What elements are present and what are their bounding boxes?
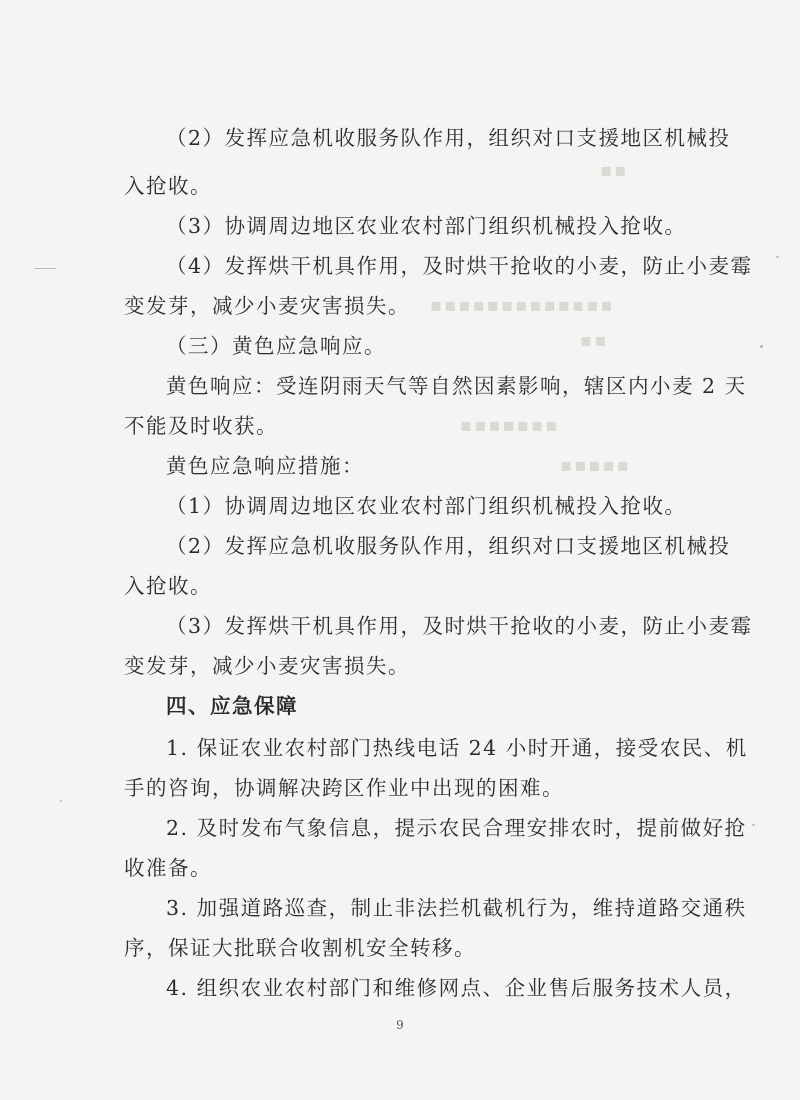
- text-line: 变发芽，减少小麦灾害损失。: [124, 294, 410, 318]
- scan-speck: [776, 256, 779, 258]
- scan-speck: [34, 268, 56, 269]
- text-line: （4）发挥烘干机具作用，及时烘干抢收的小麦，防止小麦霉: [166, 254, 753, 278]
- text-line: 入抢收。: [124, 174, 212, 198]
- bleed-through-mark: ▪▪▪▪▪▪▪▪▪▪▪▪▪: [430, 295, 615, 316]
- text-line: 序，保证大批联合收割机安全转移。: [124, 936, 476, 960]
- text-line: 不能及时收获。: [124, 414, 278, 438]
- scan-speck: [60, 800, 62, 802]
- text-line: （3）协调周边地区农业农村部门组织机械投入抢收。: [166, 214, 687, 238]
- bleed-through-mark: ▪▪: [600, 160, 629, 181]
- section-heading: （三）黄色应急响应。: [166, 334, 386, 358]
- text-line: 手的咨询，协调解决跨区作业中出现的困难。: [124, 776, 564, 800]
- text-line: 4. 组织农业农村部门和维修网点、企业售后服务技术人员，: [166, 976, 747, 1000]
- text-line: （1）协调周边地区农业农村部门组织机械投入抢收。: [166, 494, 687, 518]
- scan-speck: [752, 824, 755, 826]
- text-line: 3. 加强道路巡查，制止非法拦机截机行为，维持道路交通秩: [166, 896, 747, 920]
- text-line: 变发芽，减少小麦灾害损失。: [124, 654, 410, 678]
- text-line: （3）发挥烘干机具作用，及时烘干抢收的小麦，防止小麦霉: [166, 614, 753, 638]
- text-line: 1. 保证农业农村部门热线电话 24 小时开通，接受农民、机: [166, 736, 748, 760]
- text-line: （2）发挥应急机收服务队作用，组织对口支援地区机械投: [166, 126, 731, 150]
- bleed-through-mark: ▪▪: [580, 330, 609, 351]
- text-line: （2）发挥应急机收服务队作用，组织对口支援地区机械投: [166, 534, 731, 558]
- text-line: 黄色响应：受连阴雨天气等自然因素影响，辖区内小麦 2 天: [166, 374, 747, 398]
- section-heading: 四、应急保障: [166, 694, 298, 718]
- text-line: 收准备。: [124, 856, 212, 880]
- bleed-through-mark: ▪▪▪▪▪▪▪: [460, 415, 560, 436]
- page-number: 9: [396, 1018, 404, 1032]
- text-line: 2. 及时发布气象信息，提示农民合理安排农时，提前做好抢: [166, 816, 747, 840]
- text-line: 黄色应急响应措施：: [166, 454, 364, 478]
- bleed-through-mark: ▪▪▪▪▪: [560, 455, 631, 476]
- text-line: 入抢收。: [124, 574, 212, 598]
- scan-speck: [760, 345, 763, 348]
